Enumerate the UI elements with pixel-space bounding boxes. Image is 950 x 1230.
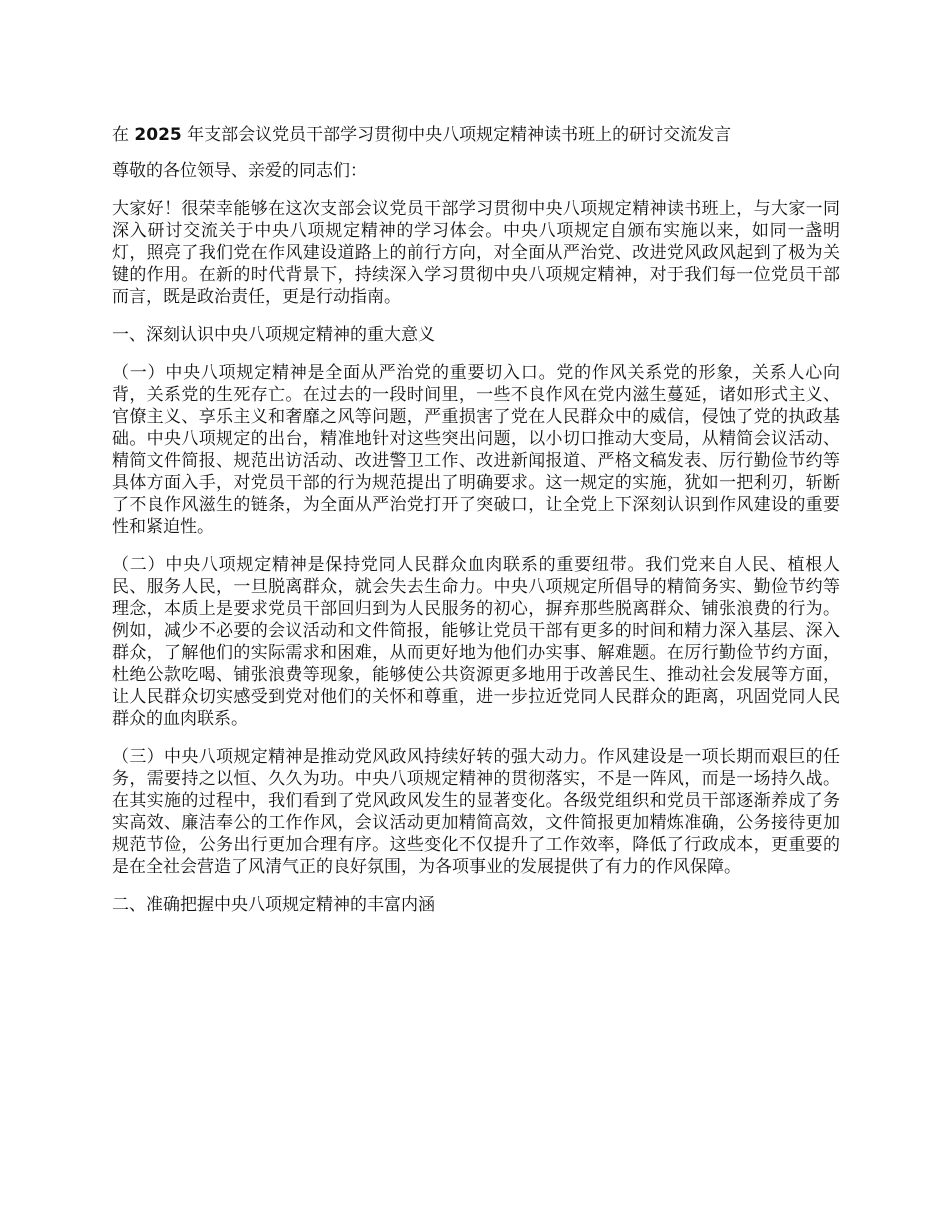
section-1-paragraph-2: （二）中央八项规定精神是保持党同人民群众血肉联系的重要纽带。我们党来自人民、植根人民、服务人民，一旦脱离群众，就会失去生命力。中央八项规定所倡导的精简务实、勤俭节约等理念，本质上是要求党员干部回归到为人民服务的初心，摒弃那些脱离群众、铺张浪费的行为。例如，减少不必要的会议活动和文件简报，能够让党员干部有更多的时间和精力深入基层、深入群众，了解他们的实际需求和困难，从而更好地为他们办实事、解难题。在厉行勤俭节约方面，杜绝公款吃喝、铺张浪费等现象，能够使公共资源更多地用于改善民生、推动社会发展等方面，让人民群众切实感受到党对他们的关怀和尊重，进一步拉近党同人民群众的距离，巩固党同人民群众的血肉联系。 <box>112 555 840 729</box>
document-page <box>112 124 840 932</box>
title-prefix: 在 <box>112 125 129 145</box>
document-title <box>112 124 840 146</box>
intro-paragraph: 大家好！很荣幸能够在这次支部会议党员干部学习贯彻中央八项规定精神读书班上，与大家一同深入研讨交流关于中央八项规定精神的学习体会。中央八项规定自颁布实施以来，如同一盏明灯，照亮了我们党在作风建设道路上的前行方向，对全面从严治党、改进党风政风起到了极为关键的作用。在新的时代背景下，持续深入学习贯彻中央八项规定精神，对于我们每一位党员干部而言，既是政治责任，更是行动指南。 <box>112 199 840 307</box>
salutation: 尊敬的各位领导、亲爱的同志们： <box>112 161 367 181</box>
section-1-paragraph-3: （三）中央八项规定精神是推动党风政风持续好转的强大动力。作风建设是一项长期而艰巨的任务，需要持之以恒、久久为功。中央八项规定精神的贯彻落实，不是一阵风，而是一场持久战。在其实施的过程中，我们看到了党风政风发生的显著变化。各级党组织和党员干部逐渐养成了务实高效、廉洁奉公的工作作风，会议活动更加精简高效，文件简报更加精炼准确，公务接待更加规范节俭，公务出行更加合理有序。这些变化不仅提升了工作效率，降低了行政成本，更重要的是在全社会营造了风清气正的良好氛围，为各项事业的发展提供了有力的作风保障。 <box>112 747 840 877</box>
section-2-heading: 二、准确把握中央八项规定精神的丰富内涵 <box>112 895 435 915</box>
title-year: 2025 <box>134 125 182 145</box>
section-1-heading: 一、深刻认识中央八项规定精神的重大意义 <box>112 325 435 345</box>
section-1-paragraph-1: （一）中央八项规定精神是全面从严治党的重要切入口。党的作风关系党的形象，关系人心向背，关系党的生死存亡。在过去的一段时间里，一些不良作风在党内滋生蔓延，诸如形式主义、官僚主义、享乐主义和奢靡之风等问题，严重损害了党在人民群众中的威信，侵蚀了党的执政基础。中央八项规定的出台，精准地针对这些突出问题，以小切口推动大变局，从精简会议活动、精简文件简报、规范出访活动、改进警卫工作、改进新闻报道、严格文稿发表、厉行勤俭节约等具体方面入手，对党员干部的行为规范提出了明确要求。这一规定的实施，犹如一把利刃，斩断了不良作风滋生的链条，为全面从严治党打开了突破口，让全党上下深刻认识到作风建设的重要性和紧迫性。 <box>112 363 840 537</box>
title-suffix: 年支部会议党员干部学习贯彻中央八项规定精神读书班上的研讨交流发言 <box>187 125 732 145</box>
